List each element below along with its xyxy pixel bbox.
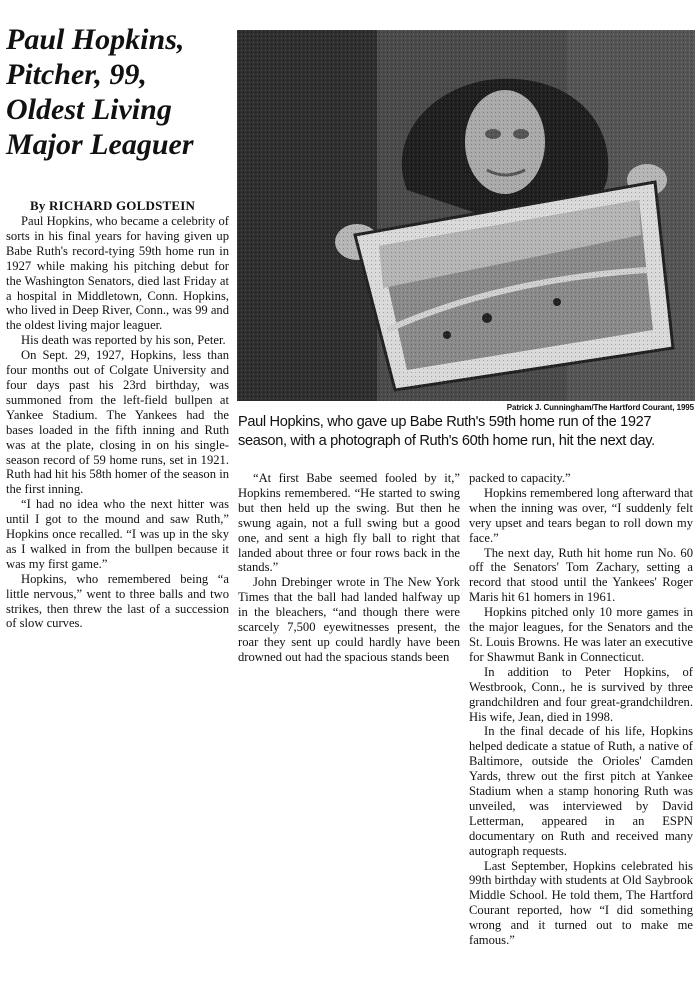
paragraph: In addition to Peter Hopkins, of Westbrook, Conn., he is survived by three grandchildren and four great-grandchildren. His wife, Jean, died in 1998. [469, 664, 693, 724]
photo-credit: Patrick J. Cunningham/The Hartford Courant, 1995 [506, 403, 694, 412]
article-column-2 [238, 471, 460, 665]
paragraph: John Drebinger wrote in The New York Times that the ball had landed halfway up in the bleachers, “and though there were scarcely 7,500 eyewitnesses present, the roar they sent up could hardly have been drowned out had the spacious stands been [238, 575, 460, 664]
paragraph: Last September, Hopkins celebrated his 99th birthday with students at Old Saybrook Middle School. He told them, The Hartford Courant reported, how “I did something wrong and it turned out to make me famous.” [469, 858, 693, 948]
byline: By RICHARD GOLDSTEIN [30, 198, 196, 213]
article-column-3 [469, 471, 693, 948]
paragraph: Hopkins remembered long afterward that when the inning was over, “I suddenly felt very upset and tears began to roll down my face.” [469, 485, 693, 545]
paragraph: packed to capacity.” [469, 471, 571, 485]
headline [6, 22, 228, 162]
headline-line: Major Leaguer [6, 128, 194, 161]
paragraph: Paul Hopkins, who became a celebrity of sorts in his final years for having given up Babe Ruth's record-tying 59th home run in 1927 while making his pitching debut for the Washington Senators, died last Friday at a hospital in Middletown, Conn. Hopkins, who lived in Deep River, Conn., was 99 and the oldest living major leaguer. [6, 214, 229, 333]
paragraph: The next day, Ruth hit home run No. 60 off the Senators' Tom Zachary, setting a record that stood until the Yankees' Roger Maris hit 61 homers in 1961. [469, 545, 693, 605]
paragraph: “I had no idea who the next hitter was until I got to the mound and saw Ruth,” Hopkins once recalled. “I was up in the sky as I walked in from the bullpen because it was my first game.” [6, 497, 229, 571]
caption-line: season, with a photograph of Ruth's 60th home run, hit the next day. [238, 433, 655, 449]
news-photo [237, 30, 695, 401]
caption-line: Paul Hopkins, who gave up Babe Ruth's 59th home run of the 1927 [238, 414, 652, 430]
headline-line: Paul Hopkins, [6, 23, 185, 56]
article-column-1 [6, 214, 229, 631]
photo-image [237, 30, 695, 401]
paragraph: Hopkins pitched only 10 more games in the major leagues, for the Senators and the St. Louis Browns. He was later an executive for Shawmut Bank in Connecticut. [469, 605, 693, 664]
paragraph: In the final decade of his life, Hopkins helped dedicate a statue of Ruth, a native of Baltimore, outside the Orioles' Camden Yards, threw out the first pitch at Yankee Stadium when a stamp honoring Ruth was unveiled, was interviewed by David Letterman, appeared in an ESPN documentary on Ruth and received many autograph requests. [469, 724, 693, 858]
headline-line: Oldest Living [6, 93, 172, 126]
paragraph: His death was reported by his son, Peter. [21, 333, 226, 348]
paragraph: Hopkins, who remembered being “a little nervous,” went to three balls and two strikes, then threw the last of a succession of slow curves. [6, 571, 229, 631]
photo-caption [238, 413, 698, 451]
headline-line: Pitcher, 99, [6, 58, 147, 91]
paragraph: “At first Babe seemed fooled by it,” Hopkins remembered. “He started to swing but then held up the swing. But then he swung again, not a full swing but a good one, and sent a high fly ball to right that landed about three or four rows back in the stands.” [238, 471, 460, 575]
paragraph: On Sept. 29, 1927, Hopkins, less than four months out of Colgate University and four days past his 23rd birthday, was summoned from the left-field bullpen at Yankee Stadium. The Yankees had the bases loaded in the fifth inning and Ruth was at the plate, closing in on his single-season record of 59 home runs, set in 1921. Ruth had hit his 58th homer of the season in the first inning. [6, 348, 229, 497]
